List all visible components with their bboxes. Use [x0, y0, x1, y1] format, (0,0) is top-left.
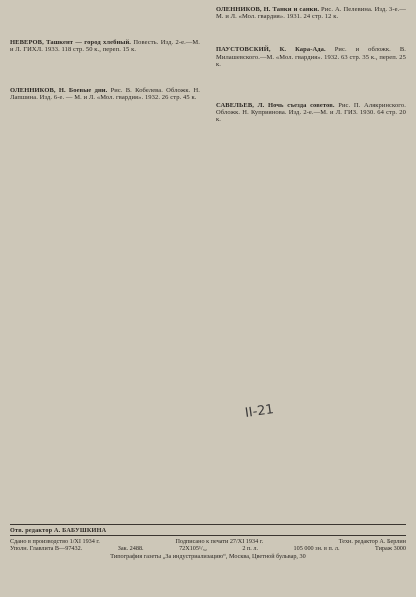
printer-address: Типография газеты „За индустриализацию“, Москва, Цветной бульвар, 30	[110, 552, 306, 560]
paragraph	[10, 76, 200, 83]
paragraph	[216, 28, 406, 35]
entry-heading	[10, 87, 200, 102]
entry-title: ОЛЕННИКОВ, Н. Танки и санки.	[216, 6, 320, 13]
handwritten-annotation: II-21	[244, 402, 275, 421]
imprint-row-1	[10, 538, 406, 546]
entry-heading	[216, 46, 406, 68]
entry-heading	[216, 102, 406, 124]
imprint-editor-row	[10, 527, 406, 535]
paragraph	[10, 13, 200, 20]
paragraph	[10, 102, 200, 109]
paragraph	[216, 21, 406, 28]
order-number: Зак. 2488.	[117, 545, 144, 553]
paragraph	[10, 21, 200, 28]
paragraph	[216, 131, 406, 138]
paragraph	[10, 123, 200, 130]
printed-sheets: 2 п. л.	[242, 545, 259, 553]
responsible-editor: Отв. редактор А. БАБУШКИНА	[10, 527, 107, 534]
entry-biblio: Рис. А. Пелевина. Изд. 3-е.—М. и Л. «Мол. гвардия». 1931. 24 стр. 12 к.	[216, 6, 406, 21]
paragraph	[10, 116, 200, 123]
entry-title: ПАУСТОВСКИЙ, К. Кара-Ада.	[216, 46, 326, 54]
paragraph	[10, 6, 200, 13]
chars-per-sheet: 105 000 зн. в п. л.	[293, 545, 340, 553]
paragraph	[10, 28, 200, 35]
entry-biblio: Рис. и обложк. В. Милашевского.—М. «Мол. гвардия». 1932. 63 стр. 35 к., переп. 25 к.	[216, 46, 406, 69]
entry-heading	[10, 39, 200, 54]
paragraph	[216, 90, 406, 97]
production-date: Сдано в производство 1/XI 1934 г.	[10, 537, 100, 545]
paragraph	[216, 68, 406, 75]
entry-biblio: Рис. П. Алякринского. Обложк. Н. Куприянова. Изд. 2-е.—М. и Л. ГИЗ. 1930. 64 стр. 20 к.	[216, 101, 406, 124]
imprint-block	[10, 524, 406, 560]
paragraph	[216, 76, 406, 83]
paragraph	[10, 61, 200, 68]
paragraph	[10, 109, 200, 116]
paragraph	[216, 35, 406, 42]
glavlit-number: Уполн. Главлита В—97432.	[10, 545, 83, 553]
paragraph	[216, 83, 406, 90]
entry-biblio: Повесть. Изд. 2-е.—М. и Л. ГИХЛ. 1933. 118 стр. 50 к., переп. 15 к.	[10, 39, 201, 54]
entry-title: ОЛЕННИКОВ, Н. Боевые дни.	[10, 86, 108, 94]
tech-editor: Техн. редактор А. Берлин	[338, 537, 406, 545]
book-entry-olennikov-tanki	[216, 6, 406, 42]
paragraph	[10, 54, 200, 61]
entry-biblio: Рис. В. Кобелева. Обложк. Н. Лапшина. Изд. 6-е. — М. и Л. «Мол. гвардия». 1932. 26 стр. 45 к.	[10, 86, 200, 102]
top-text-block	[10, 6, 200, 35]
book-entry-savelyev	[216, 102, 406, 146]
paragraph	[216, 138, 406, 145]
entry-title: САВЕЛЬЕВ, Л. Ночь съезда советов.	[216, 101, 335, 109]
imprint-rule	[10, 524, 406, 525]
paper-format: 72X105¹/₃₂	[179, 545, 207, 553]
imprint-row-3	[10, 553, 406, 561]
left-column	[10, 6, 200, 131]
entry-title: НЕВЕРОВ, Ташкент — город хлебный.	[10, 39, 132, 47]
imprint-rule	[10, 535, 406, 536]
print-sign-date: Подписано к печати 27/XI 1934 г.	[175, 537, 264, 545]
imprint-row-2	[10, 545, 406, 553]
print-run: Тираж 3000	[375, 545, 406, 553]
paragraph	[10, 68, 200, 75]
entry-heading	[216, 6, 406, 21]
book-entry-olennikov-boevye	[10, 87, 200, 131]
book-entry-paustovsky	[216, 46, 406, 97]
paragraph	[216, 123, 406, 130]
book-entry-neverov	[10, 39, 200, 83]
right-column	[216, 6, 406, 145]
